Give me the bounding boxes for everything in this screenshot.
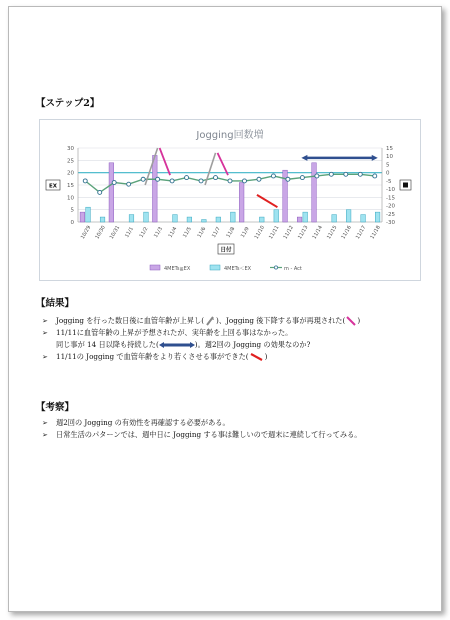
legend-label: m - Act bbox=[284, 266, 302, 272]
series-point-m-act bbox=[127, 182, 131, 186]
up-arrow-annotation bbox=[205, 153, 215, 185]
bar-4mets-lt bbox=[375, 212, 380, 222]
bullet-icon: ➢ bbox=[42, 317, 48, 325]
bar-4mets-ge bbox=[80, 212, 85, 222]
series-point-m-act bbox=[329, 172, 333, 176]
series-point-m-act bbox=[257, 177, 261, 181]
series-point-m-act bbox=[344, 172, 348, 176]
result-2-line-1: 11/11に血管年齢の上昇が予想されたが、実年齢を上回る事はなかった。 bbox=[56, 328, 293, 337]
legend-label: 4METs＜EX bbox=[224, 266, 252, 272]
x-tick-label: 11/14 bbox=[311, 224, 324, 241]
series-point-m-act bbox=[170, 179, 174, 183]
left-tick-label: 20 bbox=[67, 170, 74, 177]
considerations-list bbox=[40, 417, 362, 441]
bar-4mets-lt bbox=[100, 217, 105, 222]
x-tick-label: 11/7 bbox=[210, 226, 222, 239]
result-2-line-2b: )。週2回の Jogging の効果なのか? bbox=[194, 340, 311, 349]
result-3-text-b: ) bbox=[264, 352, 268, 361]
result-2-line-2a: 同じ事が 14 日以降も持続した( bbox=[56, 340, 159, 349]
x-tick-label: 11/17 bbox=[354, 224, 368, 241]
right-tick-label: -10 bbox=[386, 187, 395, 194]
left-tick-label: 10 bbox=[67, 195, 74, 202]
series-point-m-act bbox=[83, 179, 87, 183]
bullet-icon: ➢ bbox=[42, 431, 48, 439]
bar-4mets-lt bbox=[231, 212, 236, 222]
result-item-2-cont bbox=[40, 339, 360, 351]
section-step-heading: 【ステップ2】 bbox=[36, 98, 100, 109]
bar-4mets-lt bbox=[361, 215, 366, 222]
x-tick-label: 11/13 bbox=[297, 224, 310, 241]
bar-4mets-lt bbox=[86, 207, 91, 222]
x-tick-label: 11/2 bbox=[138, 226, 150, 239]
x-tick-label: 11/9 bbox=[239, 226, 251, 239]
bar-4mets-lt bbox=[346, 210, 351, 222]
x-tick-label: 11/12 bbox=[282, 224, 295, 241]
red-arrow-annotation bbox=[257, 195, 277, 207]
section-result-heading: 【結果】 bbox=[36, 298, 75, 309]
bullet-icon: ➢ bbox=[42, 419, 48, 427]
chart-title: Jogging回数増 bbox=[196, 130, 264, 141]
bar-4mets-ge bbox=[109, 163, 114, 222]
x-tick-label: 11/6 bbox=[196, 226, 208, 239]
series-point-m-act bbox=[156, 177, 160, 181]
series-point-m-act bbox=[300, 176, 304, 180]
bar-4mets-lt bbox=[129, 215, 134, 222]
right-tick-label: -15 bbox=[386, 195, 395, 202]
section-consider-heading: 【考察】 bbox=[36, 402, 75, 413]
series-point-m-act bbox=[286, 177, 290, 181]
bar-4mets-lt bbox=[259, 217, 264, 222]
result-1-text-b: )、Jogging 後下降する事が再現された( bbox=[216, 316, 346, 325]
consider-2-text: 日常生活のパターンでは、週中日に Jogging する事は難しいので週末に連続して行ってみる。 bbox=[56, 430, 362, 439]
x-tick-label: 11/15 bbox=[325, 224, 339, 241]
right-tick-label: 10 bbox=[386, 154, 393, 161]
legend-label: 4METs≧EX bbox=[164, 266, 191, 272]
red-down-arrow-icon bbox=[249, 352, 265, 362]
bar-4mets-ge bbox=[312, 163, 317, 222]
consider-1-text: 週2回の Jogging の有効性を再確認する必要がある。 bbox=[56, 418, 230, 427]
consider-item-1 bbox=[40, 417, 362, 429]
bar-4mets-ge bbox=[152, 155, 157, 222]
result-1-text-c: ) bbox=[357, 316, 361, 325]
result-1-text-a: Jogging を行った数日後に血管年齢が上昇し( bbox=[56, 316, 205, 325]
x-tick-label: 11/5 bbox=[182, 226, 193, 239]
series-point-m-act bbox=[373, 174, 377, 178]
series-point-m-act bbox=[271, 174, 275, 178]
up-arrow-icon bbox=[204, 316, 216, 326]
x-tick-label: 11/1 bbox=[124, 226, 135, 239]
x-tick-label: 11/4 bbox=[167, 226, 179, 239]
x-tick-label: 10/29 bbox=[79, 224, 93, 241]
series-point-m-act bbox=[358, 172, 362, 176]
chart-container bbox=[39, 119, 421, 281]
bar-4mets-lt bbox=[202, 220, 207, 222]
left-tick-label: 25 bbox=[67, 158, 74, 165]
left-tick-label: 15 bbox=[67, 183, 74, 189]
series-point-m-act bbox=[214, 176, 218, 180]
series-point-m-act bbox=[98, 190, 102, 194]
x-tick-label: 11/16 bbox=[340, 224, 353, 241]
x-tick-label: 11/18 bbox=[369, 224, 382, 241]
right-tick-label: 15 bbox=[386, 146, 393, 152]
x-axis-label: 日付 bbox=[220, 247, 232, 254]
bullet-icon: ➢ bbox=[42, 329, 48, 337]
left-axis-label: EX bbox=[49, 183, 57, 190]
bar-4mets-ge bbox=[297, 217, 302, 222]
left-tick-label: 0 bbox=[70, 220, 74, 226]
legend-swatch bbox=[210, 265, 220, 270]
x-tick-label: 11/3 bbox=[153, 226, 164, 239]
bar-4mets-lt bbox=[144, 212, 149, 222]
result-item-2 bbox=[40, 327, 360, 339]
series-point-m-act bbox=[242, 179, 246, 183]
double-arrow-head-right bbox=[372, 155, 378, 161]
legend-swatch-point bbox=[274, 266, 277, 269]
results-list bbox=[40, 315, 360, 363]
right-tick-label: -30 bbox=[386, 220, 395, 226]
right-tick-label: -25 bbox=[386, 211, 395, 218]
down-arrow-annotation bbox=[218, 153, 228, 175]
right-tick-label: 0 bbox=[386, 170, 390, 177]
result-item-1 bbox=[40, 315, 360, 327]
bar-4mets-lt bbox=[303, 212, 308, 222]
right-tick-label: -20 bbox=[386, 203, 395, 210]
right-axis-marker-icon bbox=[403, 183, 408, 188]
down-arrow-annotation bbox=[160, 148, 170, 175]
document-page bbox=[8, 6, 442, 612]
bar-4mets-lt bbox=[274, 210, 279, 222]
legend-swatch bbox=[150, 265, 160, 270]
x-tick-label: 10/30 bbox=[94, 224, 107, 241]
series-point-m-act bbox=[228, 179, 232, 183]
result-item-3 bbox=[40, 351, 360, 363]
series-point-m-act bbox=[112, 181, 116, 185]
bar-4mets-lt bbox=[187, 217, 192, 222]
bar-4mets-ge bbox=[239, 183, 244, 222]
series-point-m-act bbox=[199, 179, 203, 183]
bar-4mets-lt bbox=[332, 215, 337, 222]
bullet-icon: ➢ bbox=[42, 353, 48, 361]
double-arrow-icon bbox=[159, 341, 195, 349]
result-3-text-a: 11/11の Jogging で血管年齢をより若くさせる事ができた( bbox=[56, 352, 249, 361]
left-tick-label: 5 bbox=[70, 207, 74, 214]
x-tick-label: 11/10 bbox=[253, 224, 267, 241]
x-tick-label: 11/8 bbox=[225, 226, 237, 239]
left-tick-label: 30 bbox=[67, 146, 74, 152]
chart-svg bbox=[40, 120, 420, 280]
down-diagonal-icon bbox=[345, 316, 357, 326]
bar-4mets-lt bbox=[173, 215, 178, 222]
right-tick-label: -5 bbox=[386, 178, 392, 185]
series-point-m-act bbox=[185, 176, 189, 180]
x-tick-label: 10/31 bbox=[108, 224, 122, 241]
double-arrow-head-left bbox=[301, 155, 307, 161]
bar-4mets-lt bbox=[216, 217, 221, 222]
x-tick-label: 11/11 bbox=[268, 224, 281, 241]
consider-item-2 bbox=[40, 429, 362, 441]
series-point-m-act bbox=[141, 177, 145, 181]
series-point-m-act bbox=[315, 174, 319, 178]
right-tick-label: 5 bbox=[386, 162, 390, 169]
